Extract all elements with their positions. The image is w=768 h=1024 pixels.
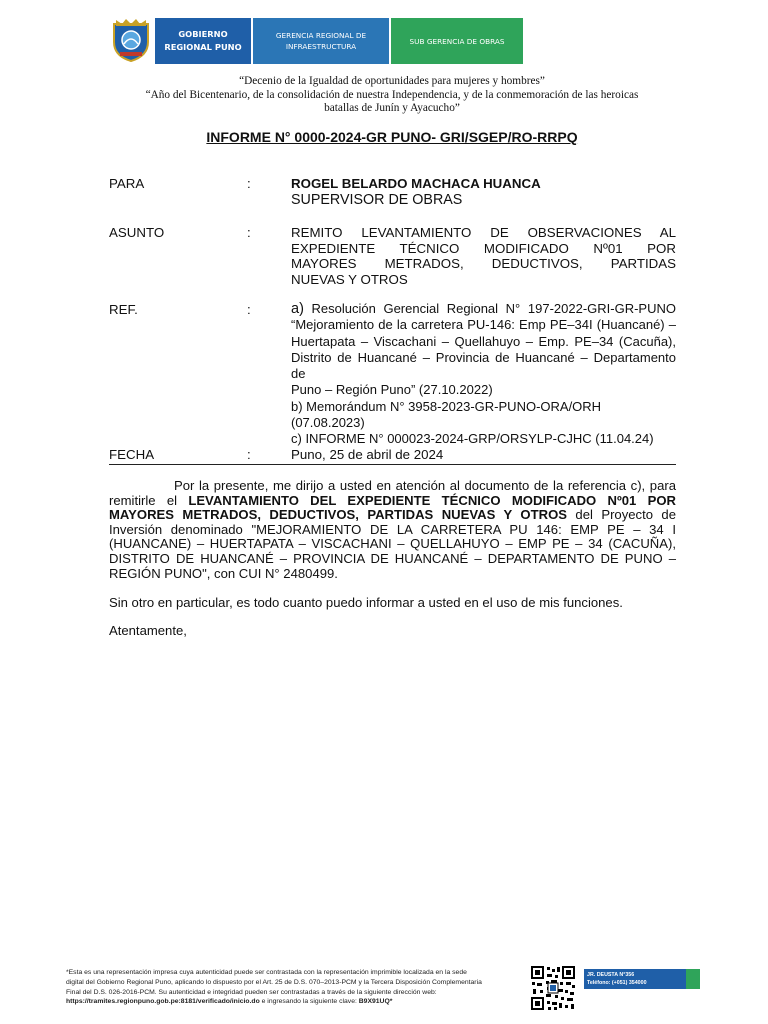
ref-a-line-1-text: Resolución Gerencial Regional N° 197-2022-GRI-GR-PUNO — [311, 301, 676, 316]
body-line-2-a: remitirle el — [109, 492, 189, 508]
para-label: PARA — [109, 176, 145, 191]
ref-label: REF. — [109, 302, 138, 317]
body-line-7: REGIÓN PUNO", con CUI N° 2480499. — [109, 565, 338, 581]
contact-info — [584, 969, 686, 989]
body-line-6: DISTRITO DE HUANCANÉ – PROVINCIA DE HUANCANÉ – DEPARTAMENTO DE PUNO – — [109, 550, 676, 566]
para-name: ROGEL BELARDO MACHACA HUANCA — [291, 176, 541, 191]
footer-line-4 — [66, 997, 518, 1007]
footer-clave-text: e ingresando la siguiente clave: — [259, 998, 359, 1006]
ref-a-line-1 — [291, 301, 676, 317]
header-banner — [110, 18, 523, 64]
slogan-line-1: “Decenio de la Igualdad de oportunidades para mujeres y hombres” — [239, 75, 545, 87]
contact-box — [584, 969, 700, 989]
body-line-3-bold: MAYORES METRADOS, DEDUCTIVOS, PARTIDAS NUEVAS Y OTROS — [109, 507, 567, 523]
body-line-5: (HUANCANE) – HUERTAPATA – VISCACHANI – QUELLAHUYO – EMP PE – 34 (CACUÑA), — [109, 536, 676, 552]
footer-line-2: digital del Gobierno Regional Puno, aplicando lo dispuesto por el Art. 25 de D.S. 070–2013-PCM y la Tercera Disposición Complementaria — [66, 978, 482, 986]
asunto-label: ASUNTO — [109, 225, 165, 240]
document-title: INFORME N° 0000-2024-GR PUNO- GRI/SGEP/RO-RRPQ — [206, 129, 578, 145]
contact-phone: Teléfono: (+051) 354000 — [587, 980, 647, 986]
body-line-4: Inversión denominado "MEJORAMIENTO DE LA CARRETERA PU 146: EMP PE – 34 I — [109, 521, 676, 537]
body-line-2 — [109, 494, 676, 509]
header-box3-text: SUB GERENCIA DE OBRAS — [409, 36, 505, 46]
header-box1-line2: REGIONAL PUNO — [164, 42, 242, 52]
ref-a-line-2: “Mejoramiento de la carretera PU-146: Emp PE–34I (Huancané) – — [291, 317, 676, 333]
verification-key: B9X91UQ* — [358, 998, 393, 1006]
qr-code-icon — [530, 965, 576, 1011]
asunto-line-3: MAYORES METRADOS, DEDUCTIVOS, PARTIDAS — [291, 256, 676, 272]
footer-line-3: Final del D.S. 026-2016-PCM. Su autenticidad e integridad pueden ser contrastadas a través de la siguiente dirección web: — [66, 988, 437, 996]
slogan-line-2: “Año del Bicentenario, de la consolidación de nuestra Independencia, y de la conmemoración de las heroicas — [145, 88, 639, 101]
ref-a-line-5: Puno – Región Puno” (27.10.2022) — [291, 382, 493, 398]
ref-value — [291, 301, 676, 448]
asunto-line-4: NUEVAS Y OTROS — [291, 271, 408, 287]
verification-url[interactable]: https://tramites.regionpuno.gob.pe:8181/verificado/inicio.do — [66, 998, 260, 1006]
header-box2-line2: INFRAESTRUCTURA — [285, 42, 357, 51]
para-role: SUPERVISOR DE OBRAS — [291, 192, 463, 208]
footer-line-1: *Esta es una representación impresa cuya autenticidad puede ser contrastada con la representación imprimible localizada en la sede — [66, 969, 467, 976]
gerencia-infraestructura-box — [253, 18, 389, 64]
body-paragraph-2: Sin otro en particular, es todo cuanto puedo informar a usted en el uso de mis funciones. — [109, 595, 623, 610]
contact-accent-bar — [686, 969, 700, 989]
asunto-line-2: EXPEDIENTE TÉCNICO MODIFICADO Nº01 POR — [291, 240, 676, 256]
body-line-1: Por la presente, me dirijo a usted en atención al documento de la referencia c), para — [174, 478, 676, 493]
asunto-value — [291, 225, 676, 287]
fecha-label: FECHA — [109, 447, 155, 462]
body-paragraph-1 — [109, 479, 676, 581]
body-line-3 — [109, 508, 676, 523]
ref-c-line: c) INFORME N° 000023-2024-GRP/ORSYLP-CJHC (11.04.24) — [291, 431, 654, 447]
ref-a-line-3: Huertapata – Viscachani – Quellahuyo – Emp. PE–34 (Cacuña), — [291, 333, 676, 349]
ref-b-line-2: (07.08.2023) — [291, 415, 365, 431]
ref-a-letter: a) — [291, 301, 304, 317]
footer-authenticity-note — [66, 968, 518, 1007]
ref-colon: : — [247, 302, 251, 317]
sub-gerencia-obras-box — [391, 18, 523, 64]
fecha-colon: : — [247, 447, 251, 462]
closing-text: Atentamente, — [109, 623, 187, 638]
slogans — [100, 75, 684, 116]
ref-b-line-1: b) Memorándum N° 3958-2023-GR-PUNO-ORA/ORH — [291, 398, 602, 414]
asunto-colon: : — [247, 225, 251, 240]
contact-address: JR. DEUSTA N°356 — [587, 972, 635, 978]
gobierno-regional-box — [155, 18, 251, 64]
body-line-3-c: del Proyecto de — [567, 507, 676, 523]
ref-a-line-4: Distrito de Huancané – Provincia de Huancané – Departamento de — [291, 349, 676, 382]
header-box2-line1: GERENCIA REGIONAL DE — [275, 31, 367, 40]
body-line-2-bold: LEVANTAMIENTO DEL EXPEDIENTE TÉCNICO MODIFICADO Nº01 POR — [188, 492, 676, 508]
header-divider — [109, 464, 676, 465]
slogan-line-3: batallas de Junín y Ayacucho” — [324, 102, 460, 114]
asunto-line-1: REMITO LEVANTAMIENTO DE OBSERVACIONES AL — [291, 225, 676, 240]
fecha-value: Puno, 25 de abril de 2024 — [291, 447, 444, 462]
para-colon: : — [247, 176, 251, 191]
header-box1-line1: GOBIERNO — [178, 29, 228, 39]
gobierno-regional-puno-logo — [110, 18, 152, 62]
